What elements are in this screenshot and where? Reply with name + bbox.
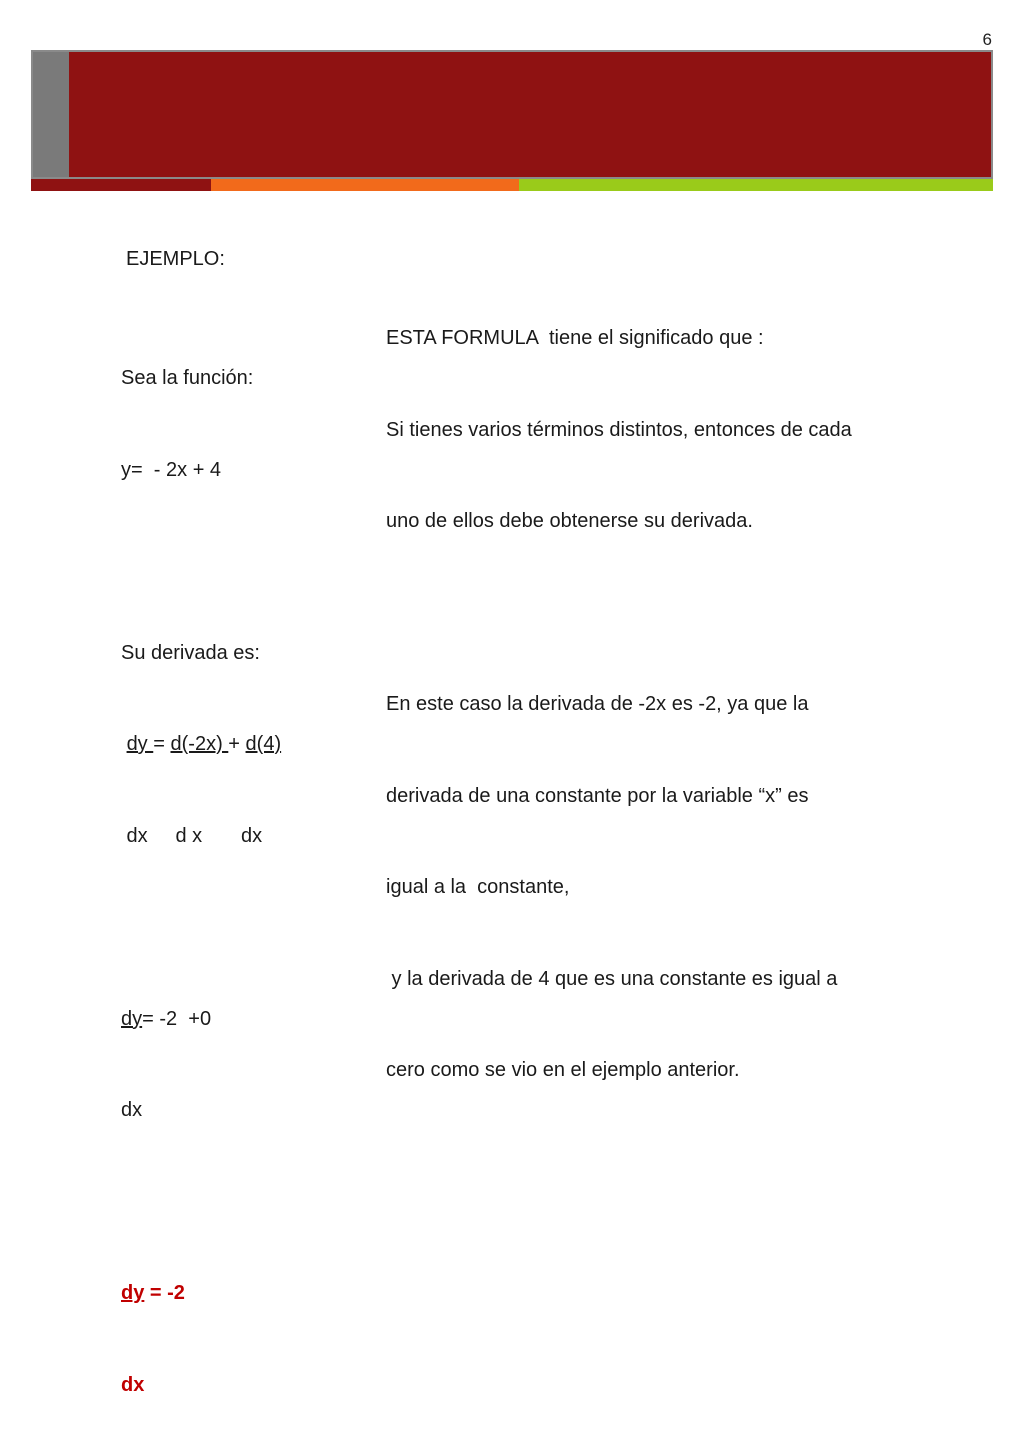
page-number: 6 (982, 30, 992, 49)
derivative-numerators: dy = d(-2x) + d(4) (126, 733, 282, 755)
explanation-line: ESTA FORMULA tiene el significado que : (386, 327, 764, 349)
accent-stripe-green (519, 179, 993, 191)
explanation-line: Si tienes varios términos distintos, entonces de cada (386, 418, 852, 441)
spacer (121, 912, 281, 943)
result-denominator: dx (121, 1099, 143, 1121)
dy-term: dy (126, 733, 154, 755)
explanation-line: cero como se vio en el ejemplo anterior. (386, 1059, 740, 1081)
explanation-line: En este caso la derivada de -2x es -2, ya que la (386, 693, 809, 715)
explanation-line: derivada de una constante por la variable “x” es (386, 784, 809, 807)
final-result-numerator: dy = -2 (121, 1282, 185, 1304)
accent-stripe-red (31, 179, 211, 191)
spacer (121, 546, 281, 577)
function-intro: Sea la función: (121, 367, 254, 389)
derivative-label: Su derivada es: (121, 641, 260, 664)
derivative-denominators: dx d x dx (121, 824, 263, 847)
d-neg2x-term: d(-2x) (170, 733, 229, 755)
explanation-line: uno de ellos debe obtenerse su derivada. (386, 510, 753, 532)
result-numerator: dy= -2 +0 (121, 1007, 212, 1030)
final-result-denominator: dx (121, 1373, 145, 1396)
header-red-block (69, 52, 991, 177)
function-definition: y= - 2x + 4 (121, 458, 222, 481)
explanation-text (386, 262, 852, 1116)
header-gray-block (33, 52, 69, 177)
d4-term: d(4) (245, 733, 282, 755)
accent-stripe-orange (211, 179, 519, 191)
example-worked-solution (121, 302, 281, 1431)
explanation-line: y la derivada de 4 que es una constante es igual a (386, 967, 838, 990)
spacer (121, 1187, 281, 1218)
explanation-line (386, 598, 852, 629)
example-label: EJEMPLO: (126, 248, 225, 270)
explanation-line: igual a la constante, (386, 876, 570, 898)
